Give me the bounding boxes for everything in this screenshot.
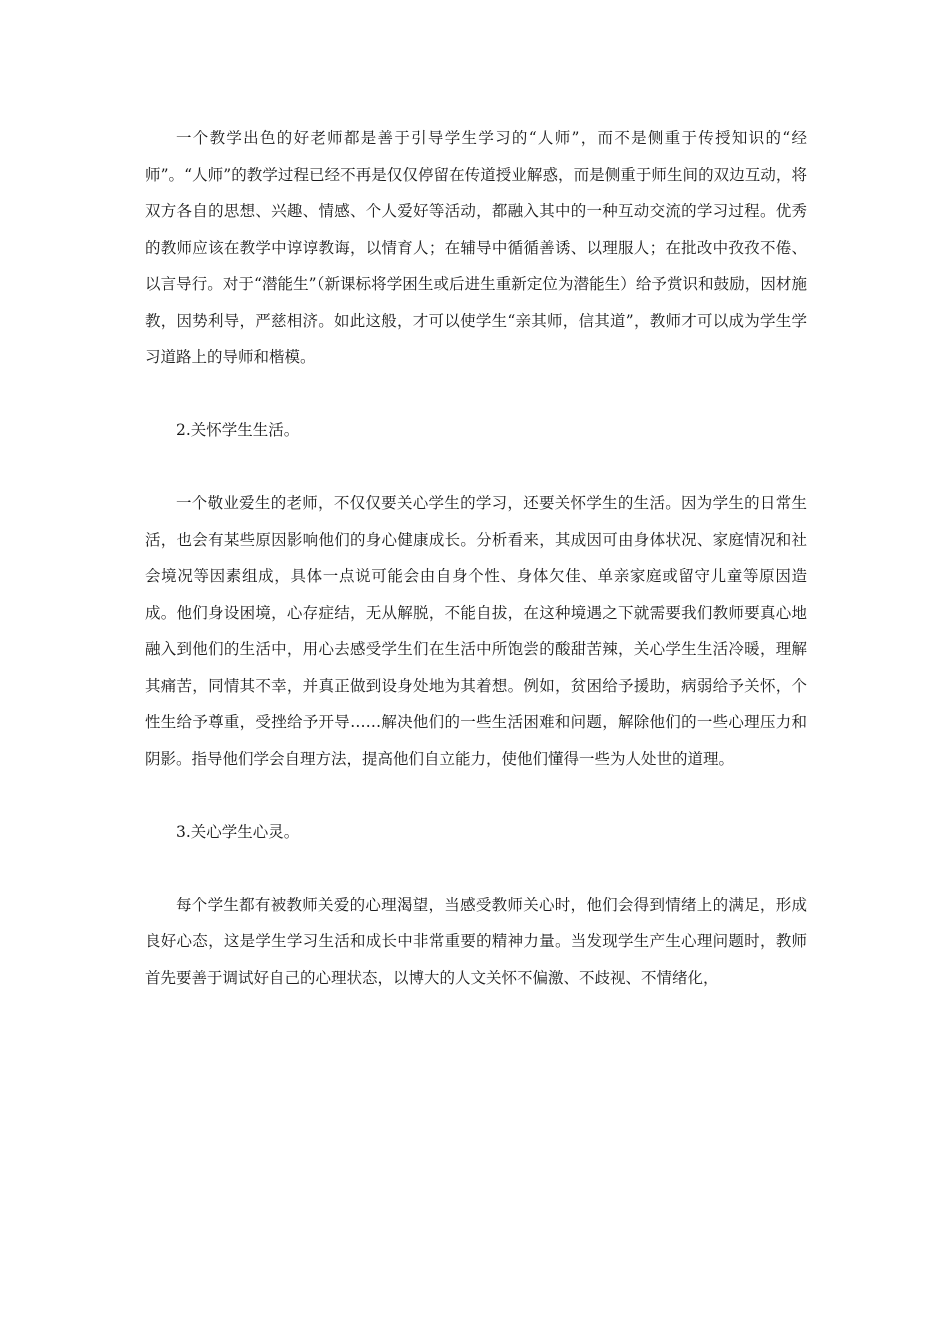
document-body (145, 120, 807, 1033)
section-heading-student-life: 2.关怀学生生活。 (176, 421, 300, 439)
section-heading-student-mind: 3.关心学生心灵。 (176, 822, 300, 841)
paragraph-student-mind: 每个学生都有被教师关爱的心理渴望，当感受教师关心时，他们会得到情绪上的满足，形成良好心态，这是学生学习生活和成长中非常重要的精神力量。当发现学生产生心理问题时，教师首先要善于调试好自己的心理状态，以博大的人文关怀不偏激、不歧视、不情绪化， (145, 895, 807, 987)
paragraph-student-life: 一个敬业爱生的老师，不仅仅要关心学生的学习，还要关怀学生的生活。因为学生的日常生活，也会有某些原因影响他们的身心健康成长。分析看来，其成因可由身体状况、家庭情况和社会境况等因素组成，具体一点说可能会由自身个性、身体欠佳、单亲家庭或留守儿童等原因造成。他们身设困境，心存症结，无从解脱，不能自拔，在这种境遇之下就需要我们教师要真心地融入到他们的生活中，用心去感受学生们在生活中所饱尝的酸甜苦辣，关心学生生活冷暖，理解其痛苦，同情其不幸，并真正做到设身处地为其着想。例如，贫困给予援助，病弱给予关怀，个性生给予尊重，受挫给予开导……解决他们的一些生活困难和问题，解除他们的一些心理压力和阴影。指导他们学会自理方法，提高他们自立能力，使他们懂得一些为人处世的道理。 (145, 494, 807, 768)
paragraph-teacher-role: 一个教学出色的好老师都是善于引导学生学习的“人师”，而不是侧重于传授知识的“经师”。“人师”的教学过程已经不再是仅仅停留在传道授业解惑，而是侧重于师生间的双边互动，将双方各自的思想、兴趣、情感、个人爱好等活动，都融入其中的一种互动交流的学习过程。优秀的教师应该在教学中谆谆教诲，以情育人；在辅导中循循善诱、以理服人；在批改中孜孜不倦、以言导行。对于“潜能生”（新课标将学困生或后进生重新定位为潜能生）给予赏识和鼓励，因材施教，因势利导，严慈相济。如此这般，才可以使学生“亲其师，信其道”，教师才可以成为学生学习道路上的导师和楷模。 (145, 129, 807, 366)
